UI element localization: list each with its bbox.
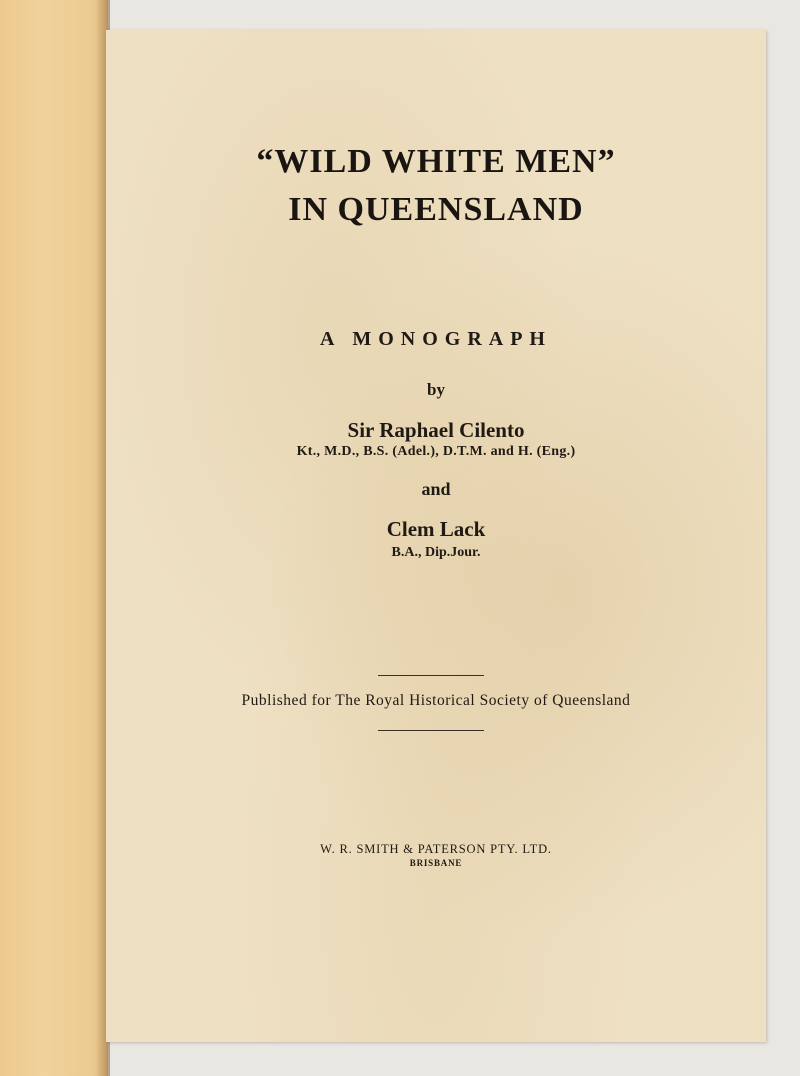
book-title-line-2: IN QUEENSLAND [288,191,584,228]
facing-page-edge [0,0,108,1076]
author-name-2: Clem Lack [386,517,486,541]
conjunction: and [421,479,451,499]
book-title [106,138,766,234]
by-line: by [427,380,445,399]
author-qualifications-1: Kt., M.D., B.S. (Adel.), D.T.M. and H. (Eng.) [296,444,576,459]
subtitle: A MONOGRAPH [320,328,552,350]
divider-bottom [378,730,484,731]
author-qualifications-2: B.A., Dip.Jour. [391,545,481,560]
author-name-1: Sir Raphael Cilento [347,418,525,442]
divider-top [378,675,484,676]
published-for-line: Published for The Royal Historical Society of Queensland [241,692,631,709]
printer-city: BRISBANE [409,858,463,868]
book-title-line-1: “WILD WHITE MEN” [256,143,616,180]
title-page [106,30,766,1042]
printer-name: W. R. SMITH & PATERSON PTY. LTD. [320,842,552,856]
